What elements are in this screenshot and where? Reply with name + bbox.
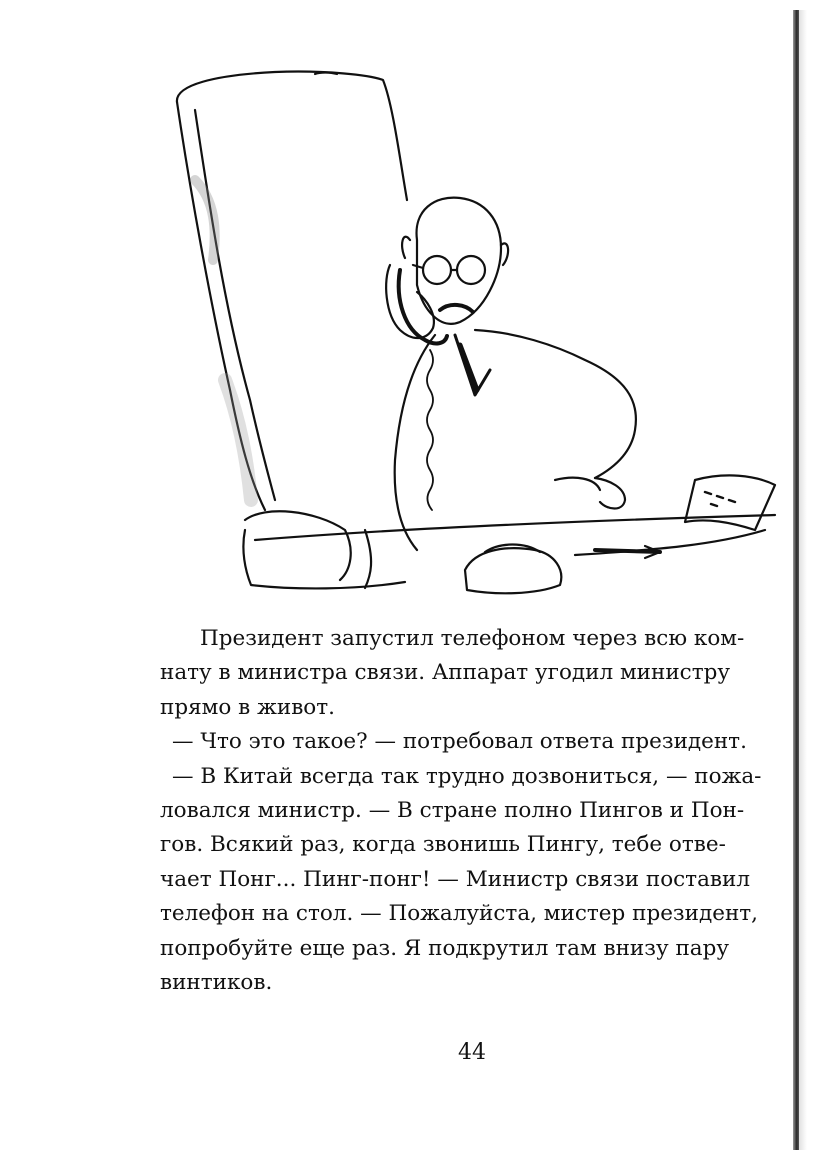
text-line: винтиков. (160, 970, 273, 996)
pen (595, 550, 660, 552)
story-text (160, 622, 790, 1000)
desk-edge (255, 515, 775, 540)
telephone-handset (399, 270, 447, 343)
phone-cord (427, 350, 433, 510)
text-line: ловался министр. — В стране полно Пингов и Пон- (160, 798, 745, 824)
text-line: нату в министра связи. Аппарат угодил министру (160, 660, 731, 686)
text-line: — Что это такое? — потребовал ответа президент. (172, 729, 747, 755)
text-line: — В Китай всегда так трудно дозвониться, — пожа- (172, 763, 762, 789)
text-line: попробуйте еще раз. Я подкрутил там внизу пару (160, 935, 730, 961)
page-edge (793, 10, 799, 1150)
armchair-back (177, 72, 407, 200)
glasses-right (457, 256, 485, 284)
telephone-base (465, 548, 561, 593)
text-line: Президент запустил телефоном через всю ком- (200, 626, 745, 651)
text-line: телефон на стол. — Пожалуйста, мистер президент, (160, 901, 759, 927)
notebook (685, 475, 775, 530)
president-phone-illustration (155, 60, 785, 600)
glasses-left (423, 256, 451, 284)
text-line: прямо в живот. (160, 694, 335, 720)
text-line: гов. Всякий раз, когда звонишь Пингу, тебе отве- (160, 832, 726, 858)
text-line: чает Понг... Пинг-понг! — Министр связи поставил (160, 866, 750, 892)
page-number: 44 (458, 1040, 486, 1065)
